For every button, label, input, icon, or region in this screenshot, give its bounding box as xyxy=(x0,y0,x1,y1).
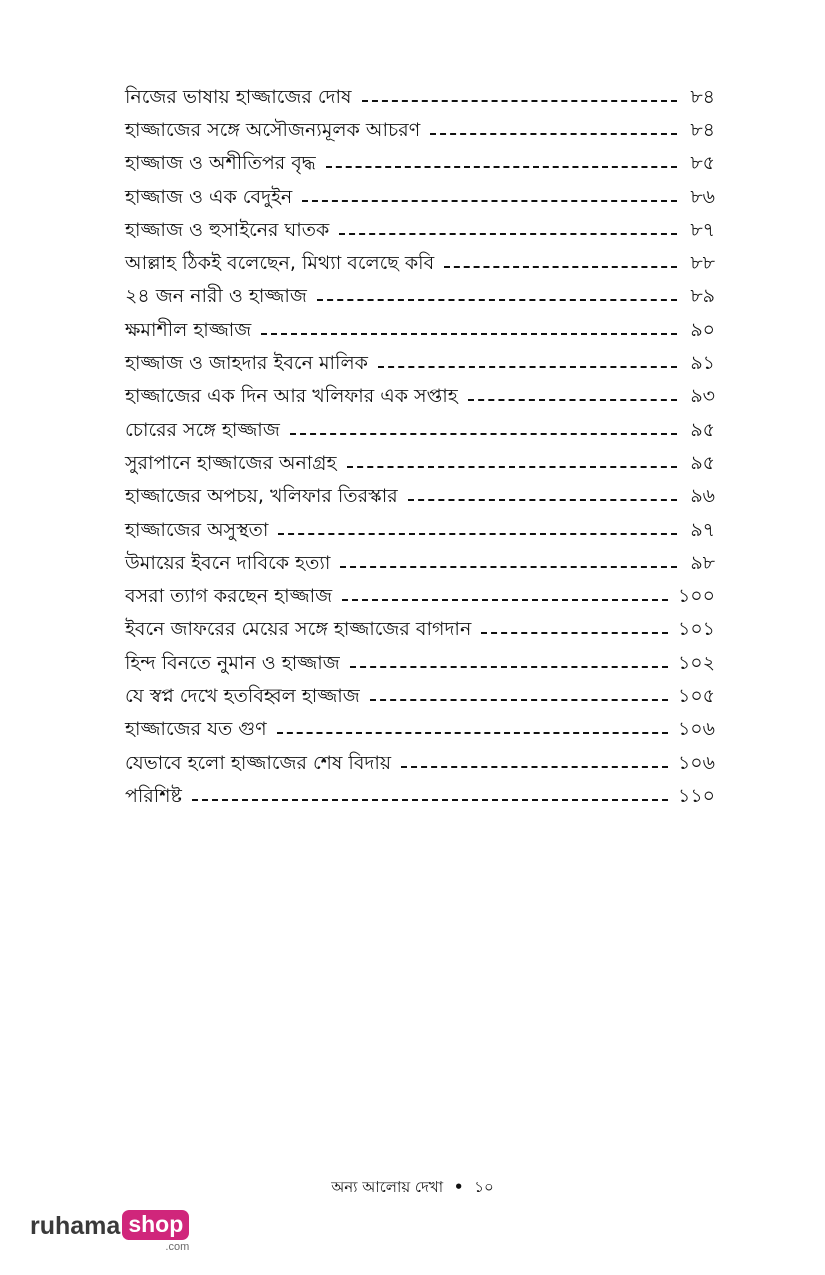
toc-entry xyxy=(125,615,715,648)
toc-entry-page: ৯০ xyxy=(690,318,715,341)
watermark-shop-text: shop xyxy=(122,1210,189,1240)
toc-entry-page: ৯৭ xyxy=(690,518,715,541)
toc-entry-title: হাজ্জাজ ও জাহদার ইবনে মালিক xyxy=(125,352,368,375)
toc-dot-leader xyxy=(362,100,677,102)
toc-entry-page: ১০০ xyxy=(677,585,715,608)
toc-entry-page: ৮৯ xyxy=(690,285,715,308)
toc-entry-page: ৯১ xyxy=(690,352,715,375)
toc-entry-page: ৯৬ xyxy=(690,485,715,508)
toc-dot-leader xyxy=(408,499,677,501)
toc-entry-page: ৯৮ xyxy=(690,551,715,574)
toc-entry-title: পরিশিষ্ট xyxy=(125,784,182,807)
toc-dot-leader xyxy=(350,666,668,668)
toc-entry xyxy=(125,315,715,348)
toc-entry-page: ১০১ xyxy=(677,618,715,641)
toc-entry-page: ১০৬ xyxy=(677,751,715,774)
toc-entry xyxy=(125,282,715,315)
toc-entry-title: নিজের ভাষায় হাজ্জাজের দোষ xyxy=(125,85,352,108)
toc-dot-leader xyxy=(481,632,668,634)
toc-entry-title: যে স্বপ্ন দেখে হতবিহ্বল হাজ্জাজ xyxy=(125,684,360,707)
toc-dot-leader xyxy=(326,166,677,168)
toc-entry xyxy=(125,248,715,281)
toc-entry-title: বসরা ত্যাগ করছেন হাজ্জাজ xyxy=(125,585,333,608)
toc-dot-leader xyxy=(261,333,677,335)
toc-entry-title: হাজ্জাজের অসুস্থতা xyxy=(125,518,269,541)
toc-entry xyxy=(125,115,715,148)
toc-dot-leader xyxy=(370,699,668,701)
toc-dot-leader xyxy=(317,299,677,301)
toc-dot-leader xyxy=(430,133,677,135)
toc-entry xyxy=(125,515,715,548)
toc-entry-title: হাজ্জাজের যত গুণ xyxy=(125,718,267,741)
toc-dot-leader xyxy=(277,732,668,734)
toc-entry-title: হাজ্জাজের এক দিন আর খলিফার এক সপ্তাহ xyxy=(125,385,458,408)
toc-entry-page: ৮৬ xyxy=(690,185,715,208)
watermark-ruhama-text: ruhama xyxy=(30,1212,121,1240)
toc-entry xyxy=(125,482,715,515)
toc-entry-title: হিন্দ বিনতে নুমান ও হাজ্জাজ xyxy=(125,651,340,674)
toc-entry-title: চোরের সঙ্গে হাজ্জাজ xyxy=(125,418,280,441)
toc-dot-leader xyxy=(339,233,677,235)
toc-dot-leader xyxy=(342,599,668,601)
footer-separator: • xyxy=(453,1178,464,1196)
toc-entry-title: সুরাপানে হাজ্জাজের অনাগ্রহ xyxy=(125,451,337,474)
watermark-com-text: .com xyxy=(165,1241,190,1253)
toc-entry-page: ৮৪ xyxy=(690,85,715,108)
toc-entry-title: হাজ্জাজ ও এক বেদুইন xyxy=(125,185,293,208)
toc-entry-page: ৮৪ xyxy=(690,118,715,141)
toc-entry xyxy=(125,581,715,614)
toc-entry xyxy=(125,182,715,215)
toc-dot-leader xyxy=(278,533,677,535)
toc-entry xyxy=(125,648,715,681)
toc-entry-page: ১১০ xyxy=(677,784,715,807)
page-footer xyxy=(0,1176,825,1201)
toc-entry-page: ৯৩ xyxy=(690,385,715,408)
toc-dot-leader xyxy=(347,466,677,468)
toc-entry-title: যেভাবে হলো হাজ্জাজের শেষ বিদায় xyxy=(125,751,392,774)
toc-entry-title: হাজ্জাজের অপচয়, খলিফার তিরস্কার xyxy=(125,485,398,508)
toc-entry-title: উমায়ের ইবনে দাবিকে হত্যা xyxy=(125,551,331,574)
toc-entry xyxy=(125,82,715,115)
toc-entry xyxy=(125,415,715,448)
toc-entry-title: ক্ষমাশীল হাজ্জাজ xyxy=(125,318,252,341)
toc-entry-title: হাজ্জাজ ও হুসাইনের ঘাতক xyxy=(125,218,330,241)
toc-entry-title: ২৪ জন নারী ও হাজ্জাজ xyxy=(125,285,307,308)
footer-book-title: অন্য আলোয় দেখা xyxy=(331,1178,444,1196)
toc-entry-page: ৯৫ xyxy=(690,418,715,441)
toc-dot-leader xyxy=(401,766,668,768)
footer-page-number: ১০ xyxy=(474,1178,494,1196)
toc-entry-title: আল্লাহ ঠিকই বলেছেন, মিথ্যা বলেছে কবি xyxy=(125,252,435,275)
toc-entry xyxy=(125,149,715,182)
toc-entry-page: ১০৫ xyxy=(677,684,715,707)
toc-entry-page: ৮৫ xyxy=(690,152,715,175)
toc-entry xyxy=(125,781,715,814)
toc-entry xyxy=(125,548,715,581)
toc-entry xyxy=(125,215,715,248)
toc-dot-leader xyxy=(468,399,677,401)
toc-entry-page: ১০৬ xyxy=(677,718,715,741)
toc-entry-page: ১০২ xyxy=(677,651,715,674)
toc-entry-title: ইবনে জাফরের মেয়ের সঙ্গে হাজ্জাজের বাগদান xyxy=(125,618,472,641)
toc-entry-page: ৯৫ xyxy=(690,451,715,474)
toc-entry-page: ৮৭ xyxy=(690,218,715,241)
toc-dot-leader xyxy=(290,433,677,435)
toc-entry xyxy=(125,715,715,748)
toc-entry xyxy=(125,748,715,781)
toc-dot-leader xyxy=(340,566,677,568)
toc-entry-title: হাজ্জাজের সঙ্গে অসৌজন্যমূলক আচরণ xyxy=(125,118,421,141)
toc-entry xyxy=(125,382,715,415)
toc-entry xyxy=(125,448,715,481)
toc-entry xyxy=(125,348,715,381)
toc-dot-leader xyxy=(378,366,677,368)
table-of-contents xyxy=(125,82,715,815)
toc-dot-leader xyxy=(192,799,668,801)
toc-dot-leader xyxy=(302,200,677,202)
toc-entry-page: ৮৮ xyxy=(690,252,715,275)
toc-entry-title: হাজ্জাজ ও অশীতিপর বৃদ্ধ xyxy=(125,152,316,175)
toc-entry xyxy=(125,681,715,714)
toc-dot-leader xyxy=(444,266,677,268)
ruhamashop-watermark xyxy=(30,1210,189,1253)
watermark-shop-block xyxy=(122,1210,189,1253)
